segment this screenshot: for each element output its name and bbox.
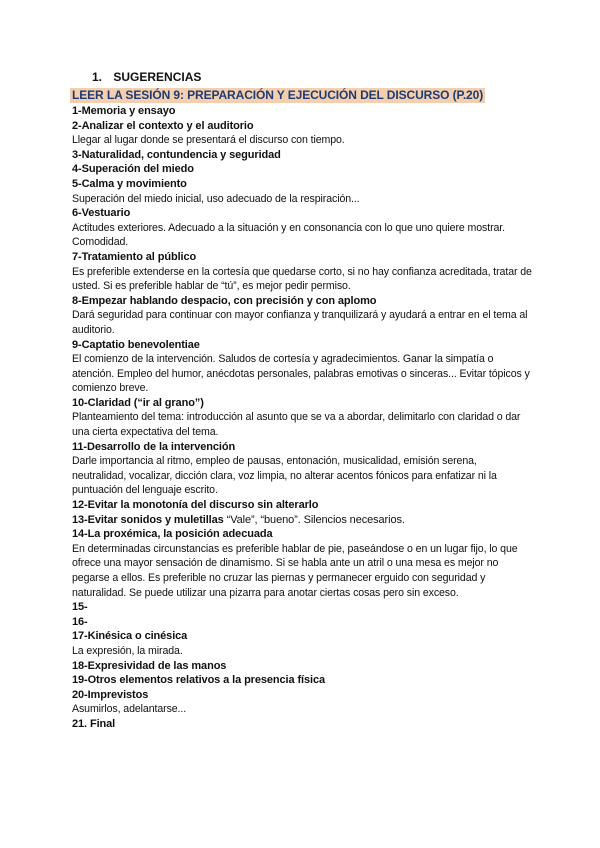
item-title bbox=[72, 498, 532, 513]
item-title-text: 3-Naturalidad, contundencia y seguridad bbox=[72, 148, 281, 161]
item-title bbox=[72, 104, 532, 119]
list-item bbox=[72, 119, 532, 148]
item-text: Actitudes exteriores. Adecuado a la situación y en consonancia con lo que uno quiere mostrar. Comodidad. bbox=[72, 221, 505, 249]
item-text: En determinadas circunstancias es preferible hablar de pie, paseándose o en un lugar fijo, lo que ofrece una mayor sensación de dinamismo. Si se habla ante un atril o una mesa es mejor no pegarse a ellos. Es preferible no cruzar las piernas y permanecer erguido con seguridad y naturalidad. Se puede utilizar una pizarra para anotar ciertas cosas pero sin exceso. bbox=[72, 542, 518, 599]
item-text: Planteamiento del tema: introducción al asunto que se va a abordar, delimitarlo con claridad o dar una cierta expectativa del tema. bbox=[72, 411, 521, 439]
list-item bbox=[72, 294, 532, 338]
item-title-text: 7-Tratamiento al público bbox=[72, 250, 197, 263]
item-text: La expresión, la mirada. bbox=[72, 644, 183, 657]
item-title-text: 4-Superación del miedo bbox=[72, 163, 194, 176]
item-title-text: 5-Calma y movimiento bbox=[72, 177, 187, 190]
item-title bbox=[72, 119, 532, 134]
item-title bbox=[72, 688, 532, 703]
item-title bbox=[72, 206, 532, 221]
list-item bbox=[72, 717, 532, 732]
list-item bbox=[72, 659, 532, 674]
reading-instruction: LEER LA SESIÓN 9: PREPARACIÓN Y EJECUCIÓN DEL DISCURSO (P.20) bbox=[72, 88, 484, 102]
item-title-text: 12-Evitar la monotonía del discurso sin alterarlo bbox=[72, 499, 319, 512]
list-item bbox=[72, 527, 532, 600]
item-text: Dará seguridad para continuar con mayor confianza y tranquilizará y ayudará a entrar en el tema al auditorio. bbox=[72, 309, 528, 336]
item-title bbox=[72, 162, 532, 177]
list-item bbox=[72, 615, 532, 630]
list-item bbox=[72, 629, 532, 658]
list-item bbox=[72, 148, 532, 163]
item-title bbox=[72, 615, 532, 630]
item-title-text: 19-Otros elementos relativos a la presencia física bbox=[72, 674, 326, 687]
item-title bbox=[72, 294, 532, 309]
item-title bbox=[72, 600, 532, 615]
list-item bbox=[72, 600, 532, 615]
list-item bbox=[72, 498, 532, 513]
item-title-text: 6-Vestuario bbox=[72, 207, 131, 220]
item-text: Es preferible extenderse en la cortesía que quedarse corto, si no hay confianza acreditada, tratar de usted. Si es preferible hablar de “tú”, es mejor pedir permiso. bbox=[72, 265, 532, 293]
document-page bbox=[72, 70, 532, 732]
list-item bbox=[72, 688, 532, 717]
item-text: Darle importancia al ritmo, empleo de pausas, entonación, musicalidad, emisión serena, neutralidad, vocalizar, dicción clara, voz limpia, no alterar acentos fónicos para enfatizar ni la puntuación del lenguaje escrito. bbox=[72, 455, 497, 497]
item-text: Llegar al lugar donde se presentará el discurso con tiempo. bbox=[72, 134, 345, 147]
item-text: Asumirlos, adelantarse... bbox=[72, 703, 187, 716]
item-title bbox=[72, 659, 532, 674]
section-title: SUGERENCIAS bbox=[113, 70, 202, 84]
item-title-text: 11-Desarrollo de la intervención bbox=[72, 440, 236, 453]
item-title-text: 2-Analizar el contexto y el auditorio bbox=[72, 119, 254, 132]
list-item bbox=[72, 206, 532, 250]
item-title bbox=[72, 673, 532, 688]
item-title-text: 14-La proxémica, la posición adecuada bbox=[72, 528, 273, 541]
list-item bbox=[72, 673, 532, 688]
item-title bbox=[72, 527, 532, 542]
item-title-extra: “Vale”, “bueno”. Silencios necesarios. bbox=[223, 513, 405, 526]
section-number: 1. bbox=[92, 70, 103, 84]
item-title-text: 16- bbox=[72, 615, 88, 628]
item-title-text: 9-Captatio benevolentiae bbox=[72, 338, 200, 351]
list-item bbox=[72, 513, 532, 528]
list-item bbox=[72, 162, 532, 177]
item-title-text: 13-Evitar sonidos y muletillas bbox=[72, 513, 224, 526]
item-title-text: 17-Kinésica o cinésica bbox=[72, 630, 188, 643]
section-heading bbox=[72, 70, 532, 85]
item-title-text: 15- bbox=[72, 601, 88, 614]
item-text: El comienzo de la intervención. Saludos de cortesía y agradecimientos. Ganar la simpatía o atención. Empleo del humor, anécdotas personales, palabras emotivas o sinceras... Evitar tópicos y comienzo breve. bbox=[72, 353, 530, 395]
list-item bbox=[72, 440, 532, 498]
item-title-text: 10-Claridad (“ir al grano”) bbox=[72, 396, 204, 409]
list-item bbox=[72, 338, 532, 396]
item-title bbox=[72, 717, 532, 732]
item-title-text: 20-Imprevistos bbox=[72, 688, 149, 701]
list-item bbox=[72, 177, 532, 206]
item-title-text: 8-Empezar hablando despacio, con precisión y con aplomo bbox=[72, 294, 377, 307]
list-item bbox=[72, 396, 532, 440]
item-title bbox=[72, 148, 532, 163]
item-title bbox=[72, 513, 532, 528]
item-title bbox=[72, 440, 532, 455]
item-title bbox=[72, 250, 532, 265]
item-title bbox=[72, 177, 532, 192]
item-title bbox=[72, 629, 532, 644]
suggestions-list bbox=[72, 104, 532, 732]
item-title-text: 1-Memoria y ensayo bbox=[72, 105, 176, 117]
item-title bbox=[72, 396, 532, 411]
reading-instruction-row bbox=[72, 86, 532, 104]
item-title-text: 21. Final bbox=[72, 717, 116, 730]
item-text: Superación del miedo inicial, uso adecuado de la respiración... bbox=[72, 192, 360, 205]
list-item bbox=[72, 104, 532, 119]
list-item bbox=[72, 250, 532, 294]
item-title bbox=[72, 338, 532, 353]
item-title-text: 18-Expresividad de las manos bbox=[72, 659, 227, 672]
